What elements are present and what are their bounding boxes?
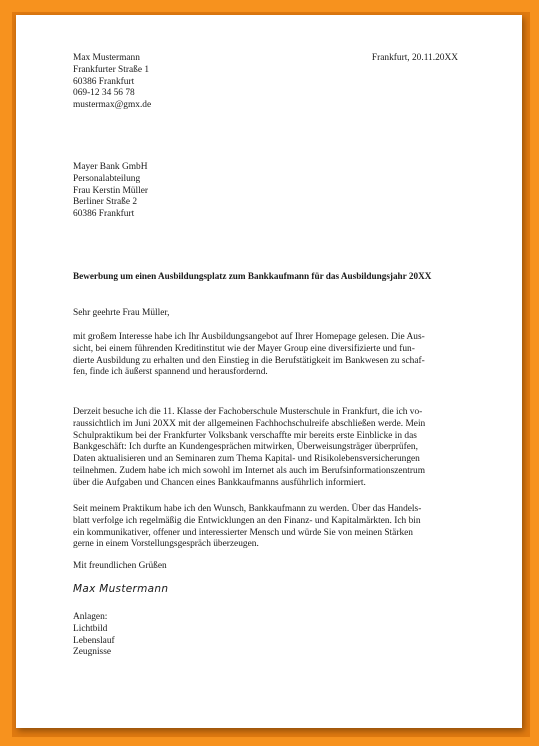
subject-line: Bewerbung um einen Ausbildungsplatz zum Bankkaufmann für das Ausbildungsjahr 20XX (73, 271, 432, 281)
letter-page (16, 15, 522, 728)
paragraph-line: sicht, bei einem führenden Kreditinstitut wie der Mayer Group eine diversifizierte und fun- (73, 343, 415, 354)
sender-phone: 069-12 34 56 78 (73, 88, 135, 99)
sender-city: 60386 Frankfurt (73, 76, 135, 87)
salutation: Sehr geehrte Frau Müller, (73, 308, 170, 318)
attachments-heading: Anlagen: (73, 612, 108, 622)
recipient-city: 60386 Frankfurt (73, 209, 135, 220)
attachments-list (73, 612, 115, 659)
attachment-item: Zeugnisse (73, 647, 112, 658)
paragraph-line: über die Aufgaben und Chancen eines Bankkaufmanns ausführlich informiert. (73, 477, 366, 488)
paragraph-line: dierte Ausbildung zu erhalten und den Einstieg in die Berufstätigkeit im Bankwesen zu schaf- (73, 355, 425, 366)
paragraph-line: raussichtlich im Juni 20XX mit der allgemeinen Fachhochschulreife abschließen werde. Mein (73, 418, 426, 429)
sender-street: Frankfurter Straße 1 (73, 64, 150, 75)
closing-phrase: Mit freundlichen Grüßen (73, 561, 167, 571)
paragraph-line: Bankgeschäft: Ich durfte an Kundengesprächen mitwirken, Überweisungsträger überprüfen, (73, 442, 418, 453)
paragraph-line: Schulpraktikum bei der Frankfurter Volksbank verschaffte mir bereits erste Einblicke in das (73, 430, 417, 441)
body-paragraph-1 (73, 332, 425, 379)
paragraph-line: gerne in einem Vorstellungsgespräch überzeugen. (73, 539, 259, 550)
sender-email: mustermax@gmx.de (73, 100, 152, 111)
paragraph-line: Derzeit besuche ich die 11. Klasse der Fachoberschule Musterschule in Frankfurt, die ich vo- (73, 407, 423, 417)
recipient-department: Personalabteilung (73, 173, 141, 184)
paragraph-line: Daten aktualisieren und an Seminaren zum Thema Kapital- und Risikolebensversicherungen (73, 454, 420, 465)
paragraph-line: mit großem Interesse habe ich Ihr Ausbildungsangebot auf Ihrer Homepage gelesen. Die Aus- (73, 332, 425, 342)
recipient-street: Berliner Straße 2 (73, 197, 138, 208)
attachment-item: Lebenslauf (73, 635, 115, 646)
recipient-address (73, 162, 148, 221)
letter-date: Frankfurt, 20.11.20XX (371, 53, 458, 63)
sender-address (73, 53, 151, 112)
paragraph-line: ein kommunikativer, offener und interessierter Mensch und würde Sie von meinen Stärken (73, 527, 413, 538)
body-paragraph-2 (73, 407, 425, 490)
paragraph-line: Seit meinem Praktikum habe ich den Wunsch, Bankkaufmann zu werden. Über das Handels- (73, 504, 422, 514)
paragraph-line: teilnehmen. Zudem habe ich mich sowohl im Internet als auch im Berufsinformationszentrum (73, 465, 425, 476)
signature: Max Mustermann (73, 583, 169, 595)
recipient-company: Mayer Bank GmbH (73, 162, 148, 172)
attachment-item: Lichtbild (73, 623, 108, 634)
body-paragraph-3 (73, 504, 421, 551)
sender-name: Max Mustermann (73, 53, 140, 63)
recipient-contact: Frau Kerstin Müller (73, 185, 148, 196)
paragraph-line: fen, finde ich äußerst spannend und herausfordernd. (73, 367, 268, 378)
paragraph-line: blatt verfolge ich regelmäßig die Entwicklungen an den Finanz- und Kapitalmärkten. Ich bin (73, 515, 421, 526)
